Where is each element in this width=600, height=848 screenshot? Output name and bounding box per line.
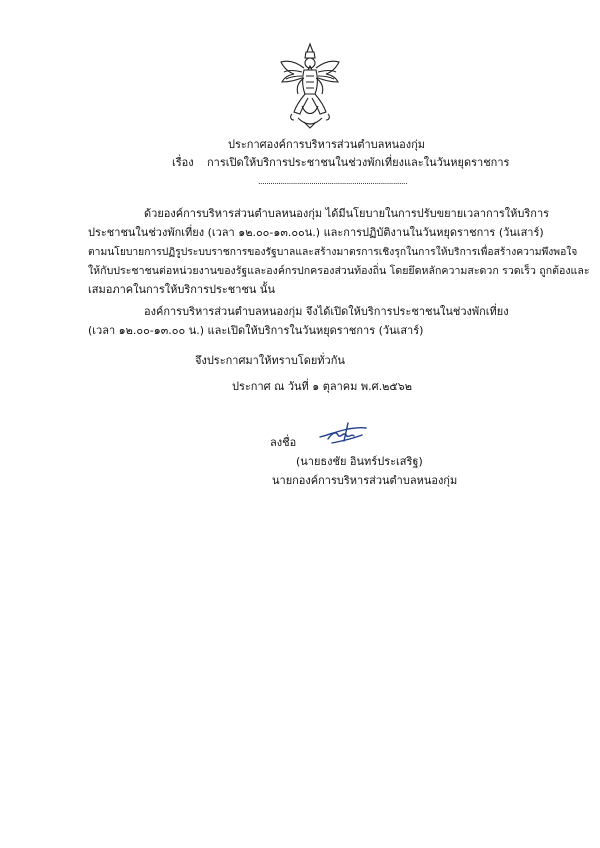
paragraph2-line1: องค์การบริหารส่วนตำบลหนองกุ่ม จึงได้เปิดให้บริการประชาชนในช่วงพักเที่ยง (144, 305, 509, 318)
sign-label: ลงชื่อ (270, 436, 297, 449)
date-line: ประกาศ ณ วันที่ ๑ ตุลาคม พ.ศ.๒๕๖๒ (232, 380, 412, 393)
subject-label: เรื่อง (172, 156, 194, 169)
paragraph1-line3: ตามนโยบายการปฏิรูประบบราชการของรัฐบาลและสร้างมาตรการเชิงรุกในการให้บริการเพื่อสร้างความพึงพอใจ (88, 246, 578, 258)
separator-line: ......................................................................... (258, 177, 408, 186)
paragraph1-line4: ให้กับประชาชนต่อหน่วยงานของรัฐและองค์กรปกครองส่วนท้องถิ่น โดยยึดหลักความสะดวก รวดเร็ว ถูกต้องและ (88, 265, 590, 277)
subject-text: การเปิดให้บริการประชาชนในช่วงพักเที่ยงและในวันหยุดราชการ (207, 156, 510, 169)
garuda-emblem-icon (278, 42, 342, 130)
signature-mark-icon (318, 419, 368, 445)
announce-text: จึงประกาศมาให้ทราบโดยทั่วกัน (195, 354, 345, 367)
issuer-title: ประกาศองค์การบริหารส่วนตำบลหนองกุ่ม (228, 138, 426, 151)
signer-position: นายกองค์การบริหารส่วนตำบลหนองกุ่ม (272, 474, 458, 487)
paragraph1-line5: เสมอภาคในการให้บริการประชาชน นั้น (88, 283, 275, 296)
signer-name: (นายธงชัย อินทร์ประเสริฐ) (296, 455, 423, 468)
paragraph2-line2: (เวลา ๑๒.๐๐-๑๓.๐๐ น.) และเปิดให้บริการในวันหยุดราชการ (วันเสาร์) (88, 324, 424, 337)
paragraph1-line2: ประชาชนในช่วงพักเที่ยง (เวลา ๑๒.๐๐-๑๓.๐๐น.) และการปฏิบัติงานในวันหยุดราชการ (วันเสาร์) (88, 226, 544, 239)
paragraph1-line1: ด้วยองค์การบริหารส่วนตำบลหนองกุ่ม ได้มีนโยบายในการปรับขยายเวลาการให้บริการ (144, 207, 550, 220)
